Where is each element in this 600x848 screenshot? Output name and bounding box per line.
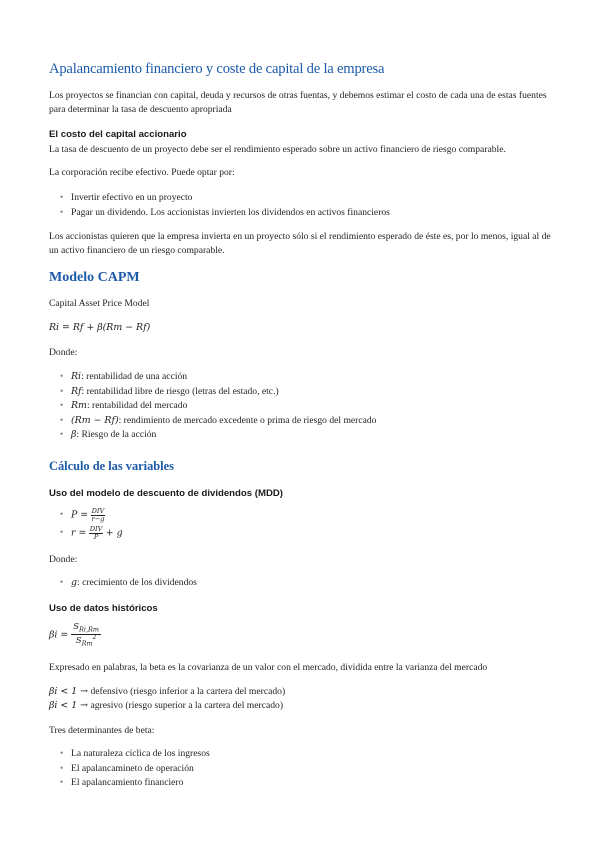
- list-item: • Ri: rentabilidad de una acción: [71, 370, 576, 385]
- fraction: $\frac{\text{DIV}}{r-g}$: [91, 507, 105, 523]
- list-item: • β: Riesgo de la acción: [71, 428, 576, 443]
- list-item: • Pagar un dividendo. Los accionistas invierten los dividendos en activos financieros: [71, 206, 576, 221]
- capm-variable-list: [49, 370, 576, 443]
- list-item: • Invertir efectivo en un proyecto: [71, 191, 576, 206]
- page-title: Apalancamiento financiero y coste de capital de la empresa: [49, 61, 385, 77]
- list-item: • Rm: rentabilidad del mercado: [71, 399, 576, 414]
- capm-formula: [49, 321, 554, 335]
- list-item: • El apalancamiento financiero: [71, 776, 576, 791]
- capm-subtitle: Capital Asset Price Model: [49, 298, 150, 309]
- list-item: • (Rm − Rf): rendimiento de mercado excedente o prima de riesgo del mercado: [71, 414, 576, 429]
- list-item: • r = $\frac{\text{DIV}}{P}$ + g: [71, 526, 576, 544]
- determinants-intro: Tres determinantes de beta:: [49, 725, 155, 736]
- beta-aggressive: βi < 1 → agresivo (riesgo superior a la cartera del mercado): [49, 700, 284, 711]
- mdd-heading: Uso del modelo de descuento de dividendos (MDD): [49, 488, 284, 499]
- beta-formula: βi = $S_{Ri,Rm}$ $S_{Rm}^2$: [49, 621, 100, 648]
- capm-formula-text: Ri = Rf + β(Rm − Rf): [49, 322, 151, 333]
- equity-options-list: [49, 191, 576, 220]
- list-item: • La naturaleza cíclica de los ingresos: [71, 747, 576, 762]
- capm-donde: Donde:: [49, 347, 78, 358]
- list-item: • Rf: rentabilidad libre de riesgo (letras del estado, etc.): [71, 385, 576, 400]
- historical-heading: Uso de datos históricos: [49, 603, 158, 614]
- calc-heading: Cálculo de las variables: [49, 459, 174, 473]
- list-item: • P = $\frac{\text{DIV}}{r-g}$: [71, 508, 576, 526]
- intro-paragraph: Los proyectos se financian con capital, deuda y recursos de otras fuentas, y debemos estimar el costo de cada una de estas fuentes para determinar la tasa de descuento apropriada: [49, 90, 547, 115]
- fraction: $S_{Ri,Rm}$ $S_{Rm}^2$: [73, 621, 100, 648]
- list-item: • El apalancamineto de operación: [71, 762, 576, 777]
- beta-defensive: βi < 1 → defensivo (riesgo inferior a la cartera del mercado): [49, 686, 286, 697]
- mdd-donde: Donde:: [49, 554, 78, 565]
- determinants-list: [49, 747, 576, 791]
- equity-paragraph-1: La tasa de descuento de un proyecto debe ser el rendimiento esperado sobre un activo financiero de riesgo comparable.: [49, 144, 506, 155]
- beta-explanation: Expresado en palabras, la beta es la covarianza de un valor con el mercado, dividida entre la varianza del mercado: [49, 662, 488, 673]
- equity-heading: El costo del capital accionario: [49, 129, 187, 140]
- growth-list: [49, 576, 576, 591]
- capm-heading: Modelo CAPM: [49, 270, 140, 285]
- equity-paragraph-2: La corporación recibe efectivo. Puede optar por:: [49, 167, 235, 178]
- mdd-formula-list: [49, 508, 576, 544]
- fraction: $\frac{\text{DIV}}{P}$: [89, 525, 103, 541]
- equity-paragraph-3: Los accionistas quieren que la empresa invierta en un proyecto sólo si el rendimiento esperado de éste es, por lo menos, igual al de un activo financiero de un riesgo comparable.: [49, 231, 551, 256]
- list-item: • g: crecimiento de los dividendos: [71, 576, 576, 591]
